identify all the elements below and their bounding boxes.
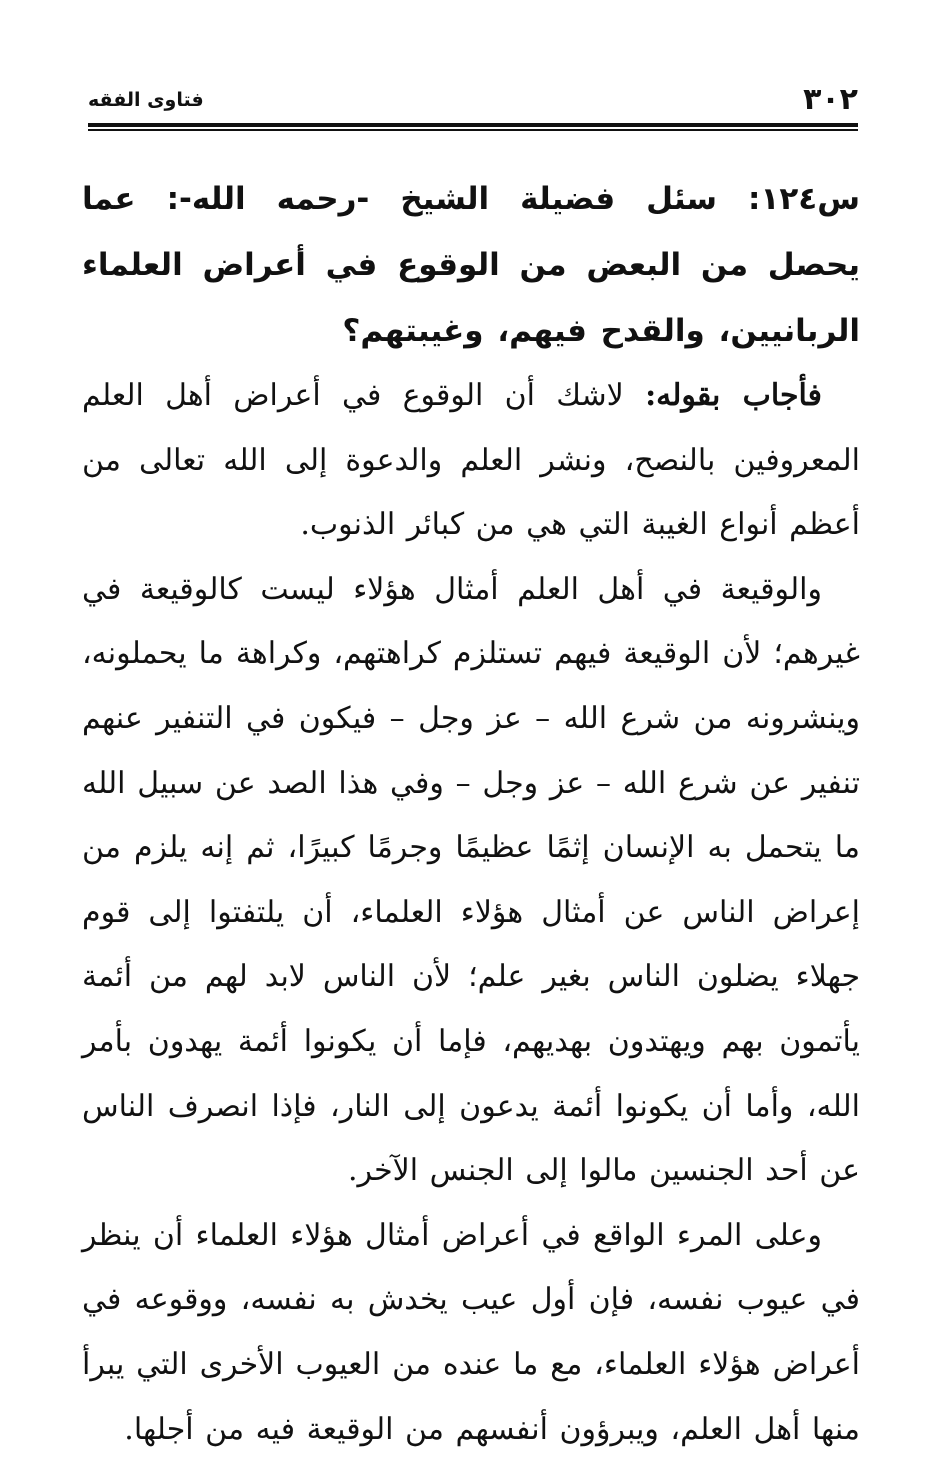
answer-lead: فأجاب بقوله: <box>645 378 822 413</box>
running-title: فتاوى الفقه <box>88 89 204 111</box>
page-body <box>82 166 860 1462</box>
header-rule-thin <box>88 129 858 131</box>
question-paragraph <box>82 166 860 364</box>
body-paragraph: وعلى المرء الواقع في أعراض أمثال هؤلاء العلماء أن ينظر في عيوب نفسه، فإن أول عيب يخدش به نفسه، ووقوعه في أعراض هؤلاء العلماء، مع ما عنده من العيوب الأخرى التي يبرأ منها أهل العلم، ويبرؤون أنفسهم من الوقيعة فيه من أجلها. <box>82 1217 860 1447</box>
answer-paragraph <box>82 364 860 558</box>
question-number: س١٢٤: <box>748 181 860 217</box>
page-number: ٣٠٢ <box>803 82 858 117</box>
question-text: سئل فضيلة الشيخ -رحمه الله-: عما يحصل من البعض من الوقوع في أعراض العلماء الربانيين، والقدح فيهم، وغيبتهم؟ <box>82 181 860 349</box>
header-rule-thick <box>88 123 858 127</box>
body-paragraph: والوقيعة في أهل العلم أمثال هؤلاء ليست كالوقيعة في غيرهم؛ لأن الوقيعة فيهم تستلزم كراهتهم، وكراهة ما يحملونه، وينشرونه من شرع الله – عز وجل – فيكون في التنفير عنهم تنفير عن شرع الله – عز وجل – وفي هذا الصد عن سبيل الله ما يتحمل به الإنسان إثمًا عظيمًا وجرمًا كبيرًا، ثم إنه يلزم من إعراض الناس عن أمثال هؤلاء العلماء، أن يلتفتوا إلى قوم جهلاء يضلون الناس بغير علم؛ لأن الناس لابد لهم من أئمة يأتمون بهم ويهتدون بهديهم، فإما أن يكونوا أئمة يهدون بأمر الله، وأما أن يكونوا أئمة يدعون إلى النار، فإذا انصرف الناس عن أحد الجنسين مالوا إلى الجنس الآخر. <box>82 571 860 1189</box>
page-header <box>88 80 858 124</box>
answer-text: لاشك أن الوقوع في أعراض أهل العلم المعروفين بالنصح، ونشر العلم والدعوة إلى الله تعالى من أعظم أنواع الغيبة التي هي من كبائر الذنوب. <box>82 378 860 543</box>
